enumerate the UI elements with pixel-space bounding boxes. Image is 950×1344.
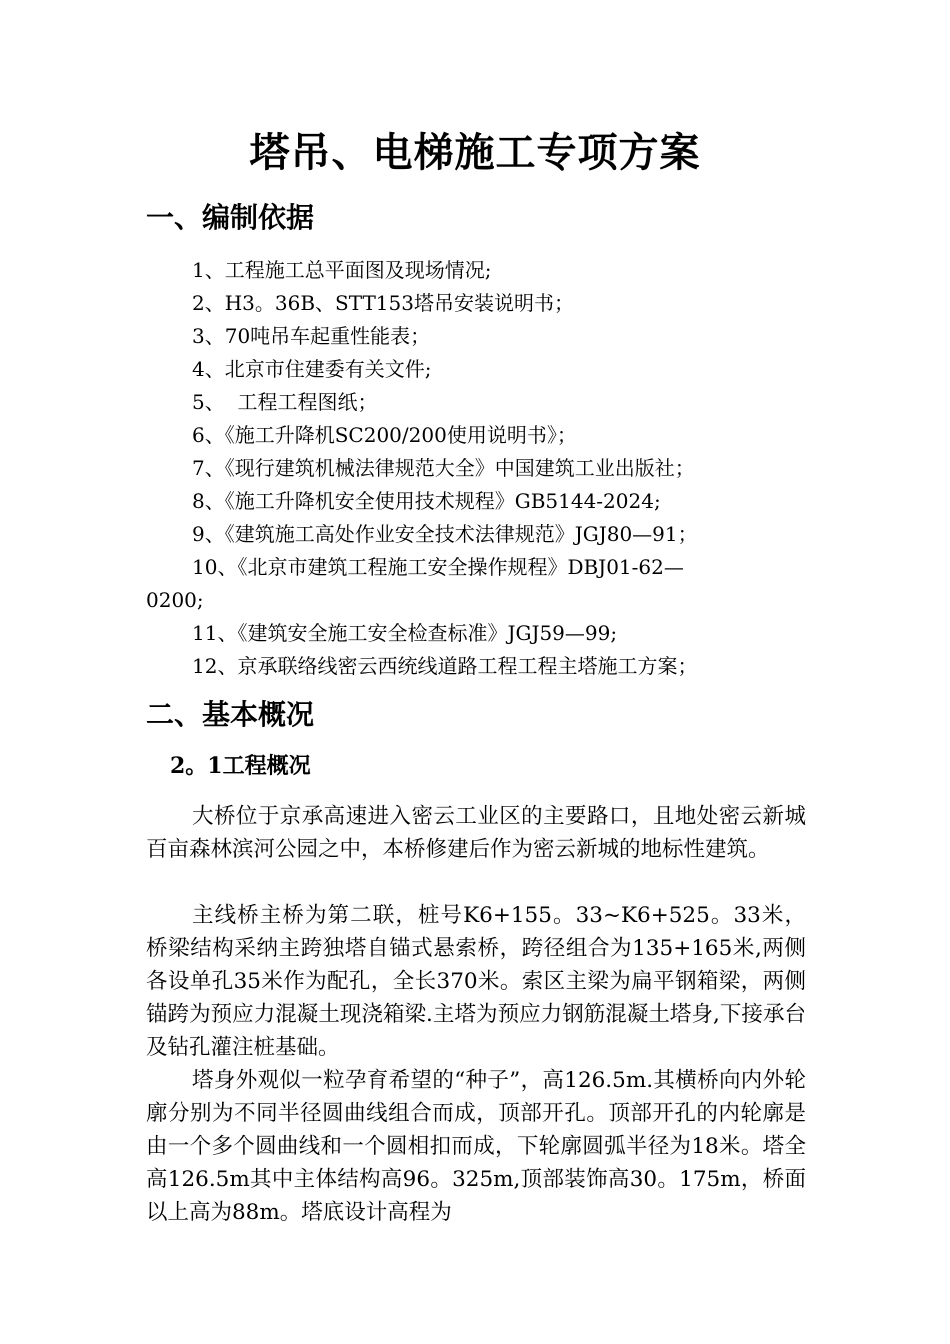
reference-item: 7、《现行建筑机械法律规范大全》中国建筑工业出版社； bbox=[192, 456, 695, 480]
reference-item: 9、《建筑施工高处作业安全技术法律规范》JGJ80—91； bbox=[192, 522, 698, 546]
paragraph: 主线桥主桥为第二联，桩号K6+155。33~K6+525。33米，桥梁结构采纳主跨独塔自锚式悬索桥，跨径组合为135+165米,两侧各设单孔35米作为配孔，全长370米。索区主梁为扁平钢箱梁，两侧锚跨为预应力混凝土现浇箱梁.主塔为预应力钢筋混凝土塔身,下接承台及钻孔灌注桩基础。 bbox=[146, 903, 806, 1060]
reference-item: 12、京承联络线密云西统线道路工程工程主塔施工方案； bbox=[192, 654, 698, 678]
section-heading-overview: 二、基本概况 bbox=[146, 698, 315, 731]
paragraph: 大桥位于京承高速进入密云工业区的主要路口，且地处密云新城百亩森林滨河公园之中，本桥修建后作为密云新城的地标性建筑。 bbox=[146, 804, 806, 862]
reference-item: 6、《施工升降机SC200/200使用说明书》； bbox=[192, 423, 577, 447]
reference-item: 3、70吨吊车起重性能表； bbox=[192, 324, 431, 348]
reference-item: 11、《建筑安全施工安全检查标准》JGJ59—99; bbox=[192, 621, 618, 645]
reference-item: 1、工程施工总平面图及现场情况; bbox=[192, 258, 492, 282]
subsection-heading: 2。1工程概况 bbox=[170, 753, 311, 779]
document-title: 塔吊、电梯施工专项方案 bbox=[249, 129, 701, 176]
paragraph: 塔身外观似一粒孕育希望的“种子”，高126.5m.其横桥向内外轮廓分别为不同半径圆曲线组合而成，顶部开孔。顶部开孔的内轮廓是由一个多个圆曲线和一个圆相扣而成，下轮廓圆弧半径为18米。塔全高126.5m其中主体结构高96。325m,顶部装饰高30。175m，桥面以上高为88m。塔底设计高程为 bbox=[146, 1068, 806, 1225]
reference-item: 5、 工程工程图纸； bbox=[192, 390, 378, 414]
reference-item: 10、《北京市建筑工程施工安全操作规程》DBJ01-62— bbox=[192, 555, 684, 579]
section-heading-basis: 一、编制依据 bbox=[146, 201, 315, 234]
reference-item-continuation: 0200; bbox=[146, 588, 204, 612]
reference-item: 4、北京市住建委有关文件; bbox=[192, 357, 432, 381]
reference-item: 2、H3。36B、STT153塔吊安装说明书； bbox=[192, 291, 574, 315]
reference-item: 8、《施工升降机安全使用技术规程》GB5144-2024; bbox=[192, 489, 661, 513]
